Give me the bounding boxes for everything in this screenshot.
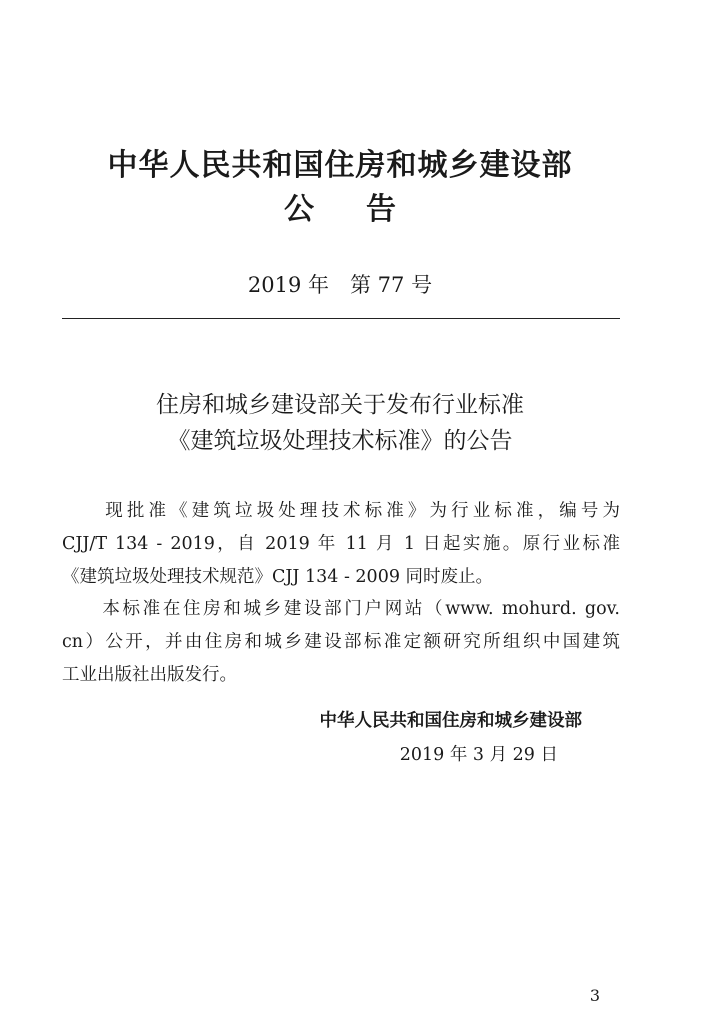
signature-date: 2019 年 3 月 29 日 <box>399 745 558 765</box>
paragraph-1-line-3: 《建筑垃圾处理技术规范》CJJ 134 - 2009 同时废止。 <box>62 567 494 587</box>
paragraph-1-line-2: CJJ/T 134 - 2019，自 2019 年 11 月 1 日起实施。原行业标准 <box>62 534 620 554</box>
signature-issuer: 中华人民共和国住房和城乡建设部 <box>319 711 582 731</box>
paragraph-2-line-3: 工业出版社出版发行。 <box>62 665 237 685</box>
announcement-title-line-2: 《建筑垃圾处理技术标准》的公告 <box>167 428 513 454</box>
announcement-title-line-1: 住房和城乡建设部关于发布行业标准 <box>156 392 524 418</box>
paragraph-2-line-1: 本标准在住房和城乡建设部门户网站（www. mohurd. gov. <box>62 599 620 619</box>
issuing-ministry-heading: 中华人民共和国住房和城乡建设部 <box>107 148 573 183</box>
issue-number: 2019 年 第 77 号 <box>247 273 433 297</box>
paragraph-2-line-2: cn）公开，并由住房和城乡建设部标准定额研究所组织中国建筑 <box>62 632 620 652</box>
page-number: 3 <box>589 986 601 1005</box>
paragraph-1-line-1: 现批准《建筑垃圾处理技术标准》为行业标准，编号为 <box>62 501 620 521</box>
bulletin-heading: 公告 <box>284 192 448 227</box>
header-divider <box>62 318 620 319</box>
